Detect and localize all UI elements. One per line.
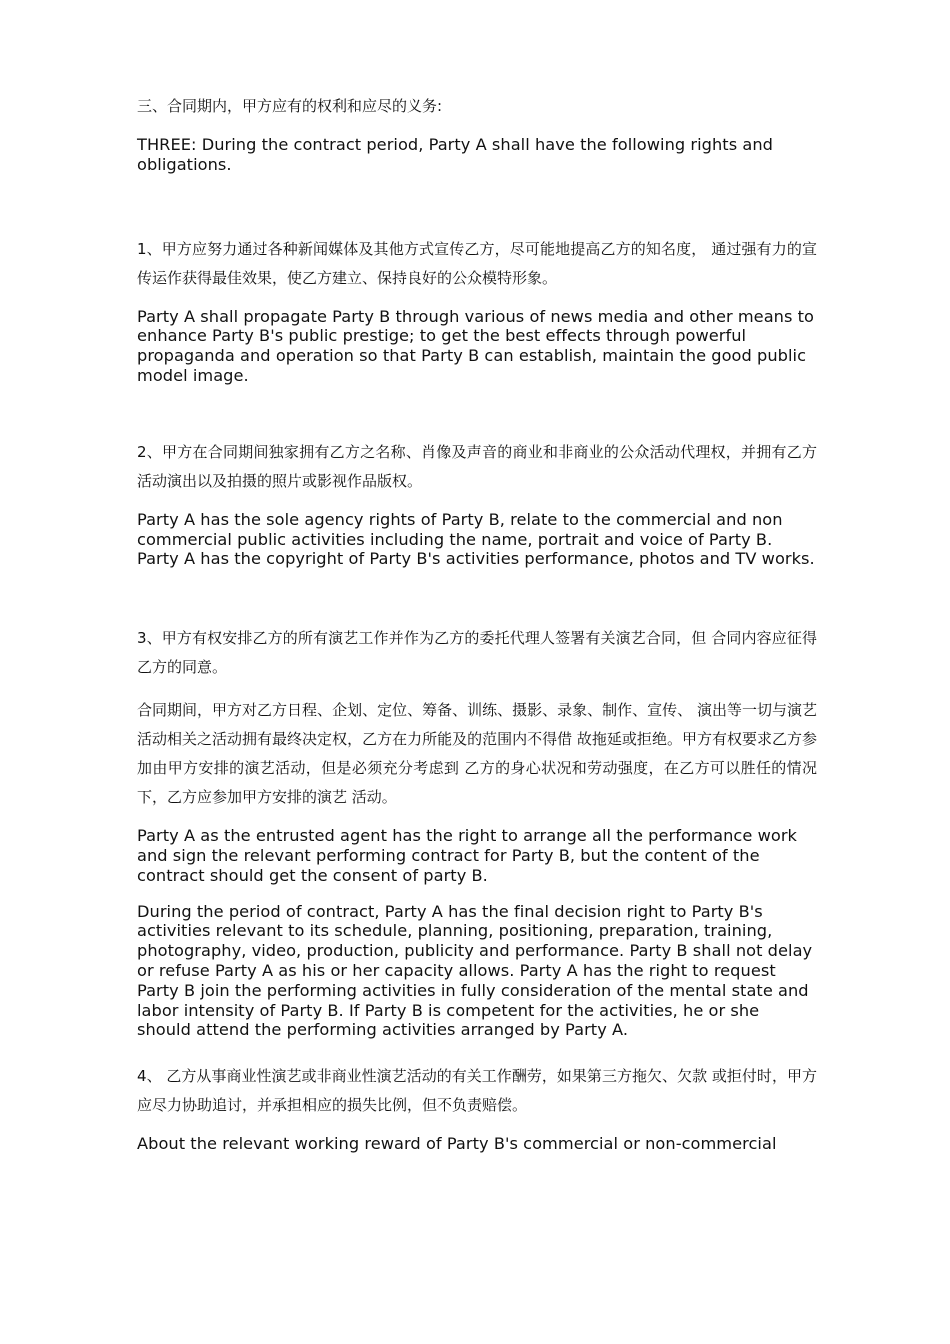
section-heading-chinese: 三、合同期内，甲方应有的权利和应尽的义务:	[137, 97, 443, 115]
clause-4-english: About the relevant working reward of Party B's commercial or non-commercial	[137, 1134, 777, 1154]
document-page	[137, 92, 817, 1154]
clause-3-english: Party A as the entrusted agent has the right to arrange all the performance work and sign the relevant performing contract for Party B, but the content of the contract should get the consent of party B.	[137, 826, 797, 885]
clause-2-english: Party A has the sole agency rights of Party B, relate to the commercial and non commercial public activities including the name, portrait and voice of Party B. Party A has the copyright of Party B's activities performance, photos and TV works.	[137, 509, 815, 569]
clause-1-chinese: 1、甲方应努力通过各种新闻媒体及其他方式宣传乙方，尽可能地提高乙方的知名度， 通过强有力的宣传运作获得最佳效果，使乙方建立、保持良好的公众模特形象。	[137, 239, 817, 287]
clause-4-chinese: 4、 乙方从事商业性演艺或非商业性演艺活动的有关工作酬劳，如果第三方拖欠、欠款 或拒付时，甲方应尽力协助追讨，并承担相应的损失比例，但不负责赔偿。	[137, 1067, 817, 1115]
clause-3-english-detail: During the period of contract, Party A has the final decision right to Party B's activities relevant to its schedule, planning, positioning, preparation, training, photography, video, production, publicity and performance. Party B shall not delay or refuse Party A as his or her capacity allows. Party A has the right to request Party B join the performing activities in fully consideration of the mental state and labor intensity of Party B. If Party B is competent for the activities, he or she should attend the performing activities arranged by Party A.	[137, 901, 813, 1040]
clause-2-chinese: 2、甲方在合同期间独家拥有乙方之名称、肖像及声音的商业和非商业的公众活动代理权，并拥有乙方活动演出以及拍摄的照片或影视作品版权。	[137, 442, 817, 490]
clause-1-english: Party A shall propagate Party B through various of news media and other means to enhance Party B's public prestige; to get the best effects through powerful propaganda and operation so that Party B can establish, maintain the good public model image.	[137, 306, 815, 385]
section-heading-english: THREE: During the contract period, Party A shall have the following rights and obligations.	[137, 135, 773, 174]
clause-3-chinese: 3、甲方有权安排乙方的所有演艺工作并作为乙方的委托代理人签署有关演艺合同，但 合同内容应征得乙方的同意。	[137, 629, 817, 677]
clause-3-chinese-detail: 合同期间，甲方对乙方日程、企划、定位、筹备、训练、摄影、录象、制作、宣传、 演出等一切与演艺活动相关之活动拥有最终决定权，乙方在力所能及的范围内不得借 故拖延或拒绝。甲方有权要求乙方参加由甲方安排的演艺活动，但是必须充分考虑到 乙方的身心状况和劳动强度，在乙方可以胜任的情况下，乙方应参加甲方安排的演艺 活动。	[137, 701, 817, 807]
